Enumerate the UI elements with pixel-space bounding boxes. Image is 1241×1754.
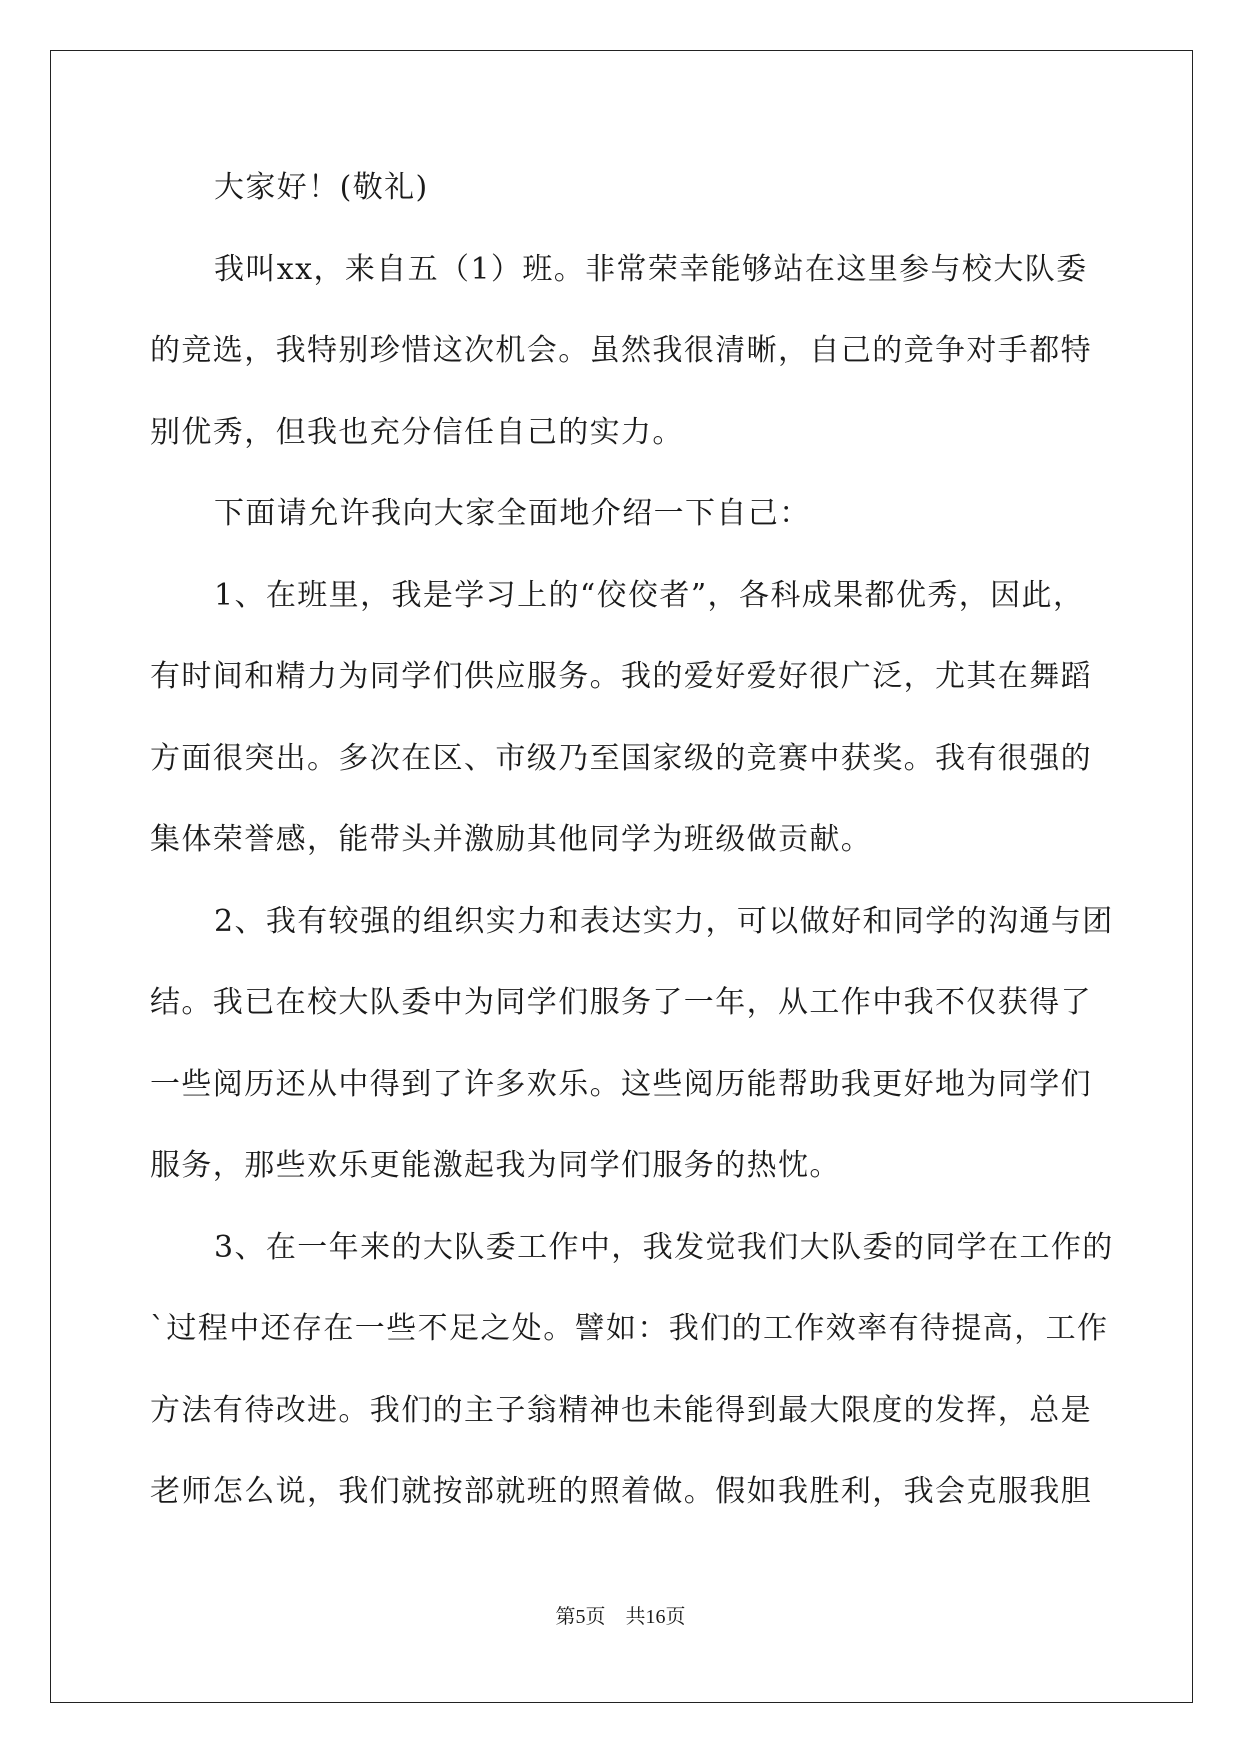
text-line: 我叫xx，来自五（1）班。非常荣幸能够站在这里参与校大队委 [214,251,1088,287]
text-line: 结。我已在校大队委中为同学们服务了一年，从工作中我不仅获得了 [150,985,1092,1020]
text-line: 老师怎么说，我们就按部就班的照着做。假如我胜利，我会克服我胆 [150,1474,1092,1509]
document-body [150,168,1114,1554]
text-line: 1、在班里，我是学习上的“佼佼者”，各科成果都优秀，因此， [214,577,1085,613]
text-line: 方法有待改进。我们的主子翁精神也未能得到最大限度的发挥，总是 [150,1392,1092,1428]
text-line: 集体荣誉感，能带头并激励其他同学为班级做贡献。 [150,822,873,857]
text-line: 一些阅历还从中得到了许多欢乐。这些阅历能帮助我更好地为同学们 [150,1066,1092,1102]
text-line: 有时间和精力为同学们供应服务。我的爱好爱好很广泛，尤其在舞蹈 [150,659,1092,694]
text-line: 大家好！(敬礼) [214,170,429,205]
page-number-footer: 第5页 共16页 [555,1606,686,1628]
text-line: 方面很突出。多次在区、市级乃至国家级的竞赛中获奖。我有很强的 [150,740,1092,776]
text-line: `过程中还存在一些不足之处。譬如：我们的工作效率有待提高，工作 [150,1311,1109,1346]
text-line: 的竞选，我特别珍惜这次机会。虽然我很清晰，自己的竞争对手都特 [150,333,1092,368]
text-line: 2、我有较强的组织实力和表达实力，可以做好和同学的沟通与团 [214,903,1114,939]
text-line: 下面请允许我向大家全面地介绍一下自己： [214,496,811,531]
text-line: 别优秀，但我也充分信任自己的实力。 [150,414,684,450]
text-line: 服务，那些欢乐更能激起我为同学们服务的热忱。 [150,1148,841,1183]
text-line: 3、在一年来的大队委工作中，我发觉我们大队委的同学在工作的 [214,1229,1114,1265]
